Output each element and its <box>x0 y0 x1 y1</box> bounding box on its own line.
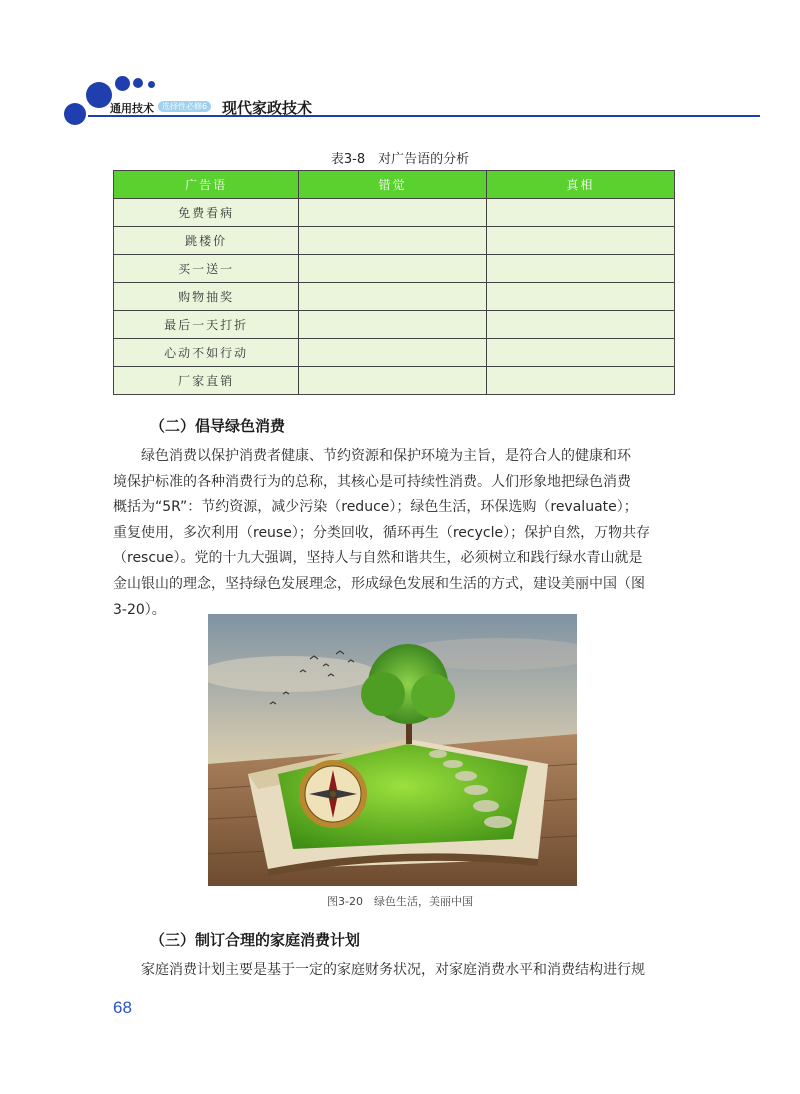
ad-analysis-table <box>113 170 675 395</box>
table-cell-empty <box>486 199 674 227</box>
section-paragraph <box>113 444 675 623</box>
table-cell-empty <box>299 199 486 227</box>
table-cell-empty <box>299 339 486 367</box>
series-name: 通用技术 <box>110 102 154 115</box>
header-rule <box>88 115 760 117</box>
paragraph-line: 金山银山的理念，坚持绿色发展理念，形成绿色发展和生活的方式，建设美丽中国（图 <box>113 575 645 592</box>
paragraph-line: 3-20）。 <box>113 601 166 618</box>
table-caption: 表3-8 对广告语的分析 <box>330 152 470 167</box>
table-row <box>114 367 675 395</box>
header-dot-decoration <box>115 76 130 91</box>
table-cell-ad: 最后一天打折 <box>114 311 299 339</box>
table-row <box>114 283 675 311</box>
header-dot-decoration <box>86 82 112 108</box>
table-row <box>114 339 675 367</box>
section-title-family-plan: （三）制订合理的家庭消费计划 <box>150 931 361 949</box>
header-dot-decoration <box>148 81 155 88</box>
paragraph-line: 绿色消费以保护消费者健康、节约资源和保护环境为主旨，是符合人的健康和环 <box>141 448 631 464</box>
table-cell-empty <box>299 311 486 339</box>
table-row <box>114 199 675 227</box>
table-cell-empty <box>299 367 486 395</box>
paragraph-line: 概括为“5R”：节约资源，减少污染（reduce）；绿色生活，环保选购（revaluate）； <box>113 499 638 516</box>
col-header-truth: 真相 <box>486 171 674 199</box>
table-cell-ad: 买一送一 <box>114 255 299 283</box>
table-cell-empty <box>299 283 486 311</box>
table-cell-empty <box>486 283 674 311</box>
paragraph-line: 重复使用，多次利用（reuse）；分类回收，循环再生（recycle）；保护自然，万物共存 <box>113 524 651 541</box>
paragraph-line: 境保护标准的各种消费行为的总称，其核心是可持续性消费。人们形象地把绿色消费 <box>113 473 631 490</box>
table-cell-ad: 心动不如行动 <box>114 339 299 367</box>
table-row <box>114 311 675 339</box>
table-cell-empty <box>486 339 674 367</box>
header-dot-decoration <box>133 78 143 88</box>
table-cell-empty <box>299 227 486 255</box>
series-badge: 选择性必修6 <box>158 101 211 112</box>
table-row <box>114 227 675 255</box>
section-title-green-consumption: （二）倡导绿色消费 <box>150 417 286 435</box>
page-header <box>0 0 800 130</box>
table-row <box>114 255 675 283</box>
figure-caption: 图3-20 绿色生活，美丽中国 <box>327 895 473 908</box>
table-cell-empty <box>486 255 674 283</box>
header-dot-decoration <box>64 103 86 125</box>
table-cell-ad: 购物抽奖 <box>114 283 299 311</box>
table-cell-ad: 跳楼价 <box>114 227 299 255</box>
section-paragraph <box>113 958 675 984</box>
table-cell-empty <box>299 255 486 283</box>
table-cell-ad: 厂家直销 <box>114 367 299 395</box>
col-header-ad: 广告语 <box>114 171 299 199</box>
table-cell-empty <box>486 311 674 339</box>
col-header-illusion: 错觉 <box>299 171 486 199</box>
book-title: 现代家政技术 <box>222 99 313 117</box>
paragraph-line: （rescue）。党的十九大强调，坚持人与自然和谐共生，必须树立和践行绿水青山就是 <box>113 550 643 567</box>
green-life-photo <box>208 614 577 886</box>
page-number: 68 <box>113 998 132 1017</box>
table-cell-empty <box>486 367 674 395</box>
table-cell-ad: 免费看病 <box>114 199 299 227</box>
table-header-row <box>114 171 675 199</box>
paragraph-line: 家庭消费计划主要是基于一定的家庭财务状况，对家庭消费水平和消费结构进行规 <box>141 962 645 978</box>
table-cell-empty <box>486 227 674 255</box>
